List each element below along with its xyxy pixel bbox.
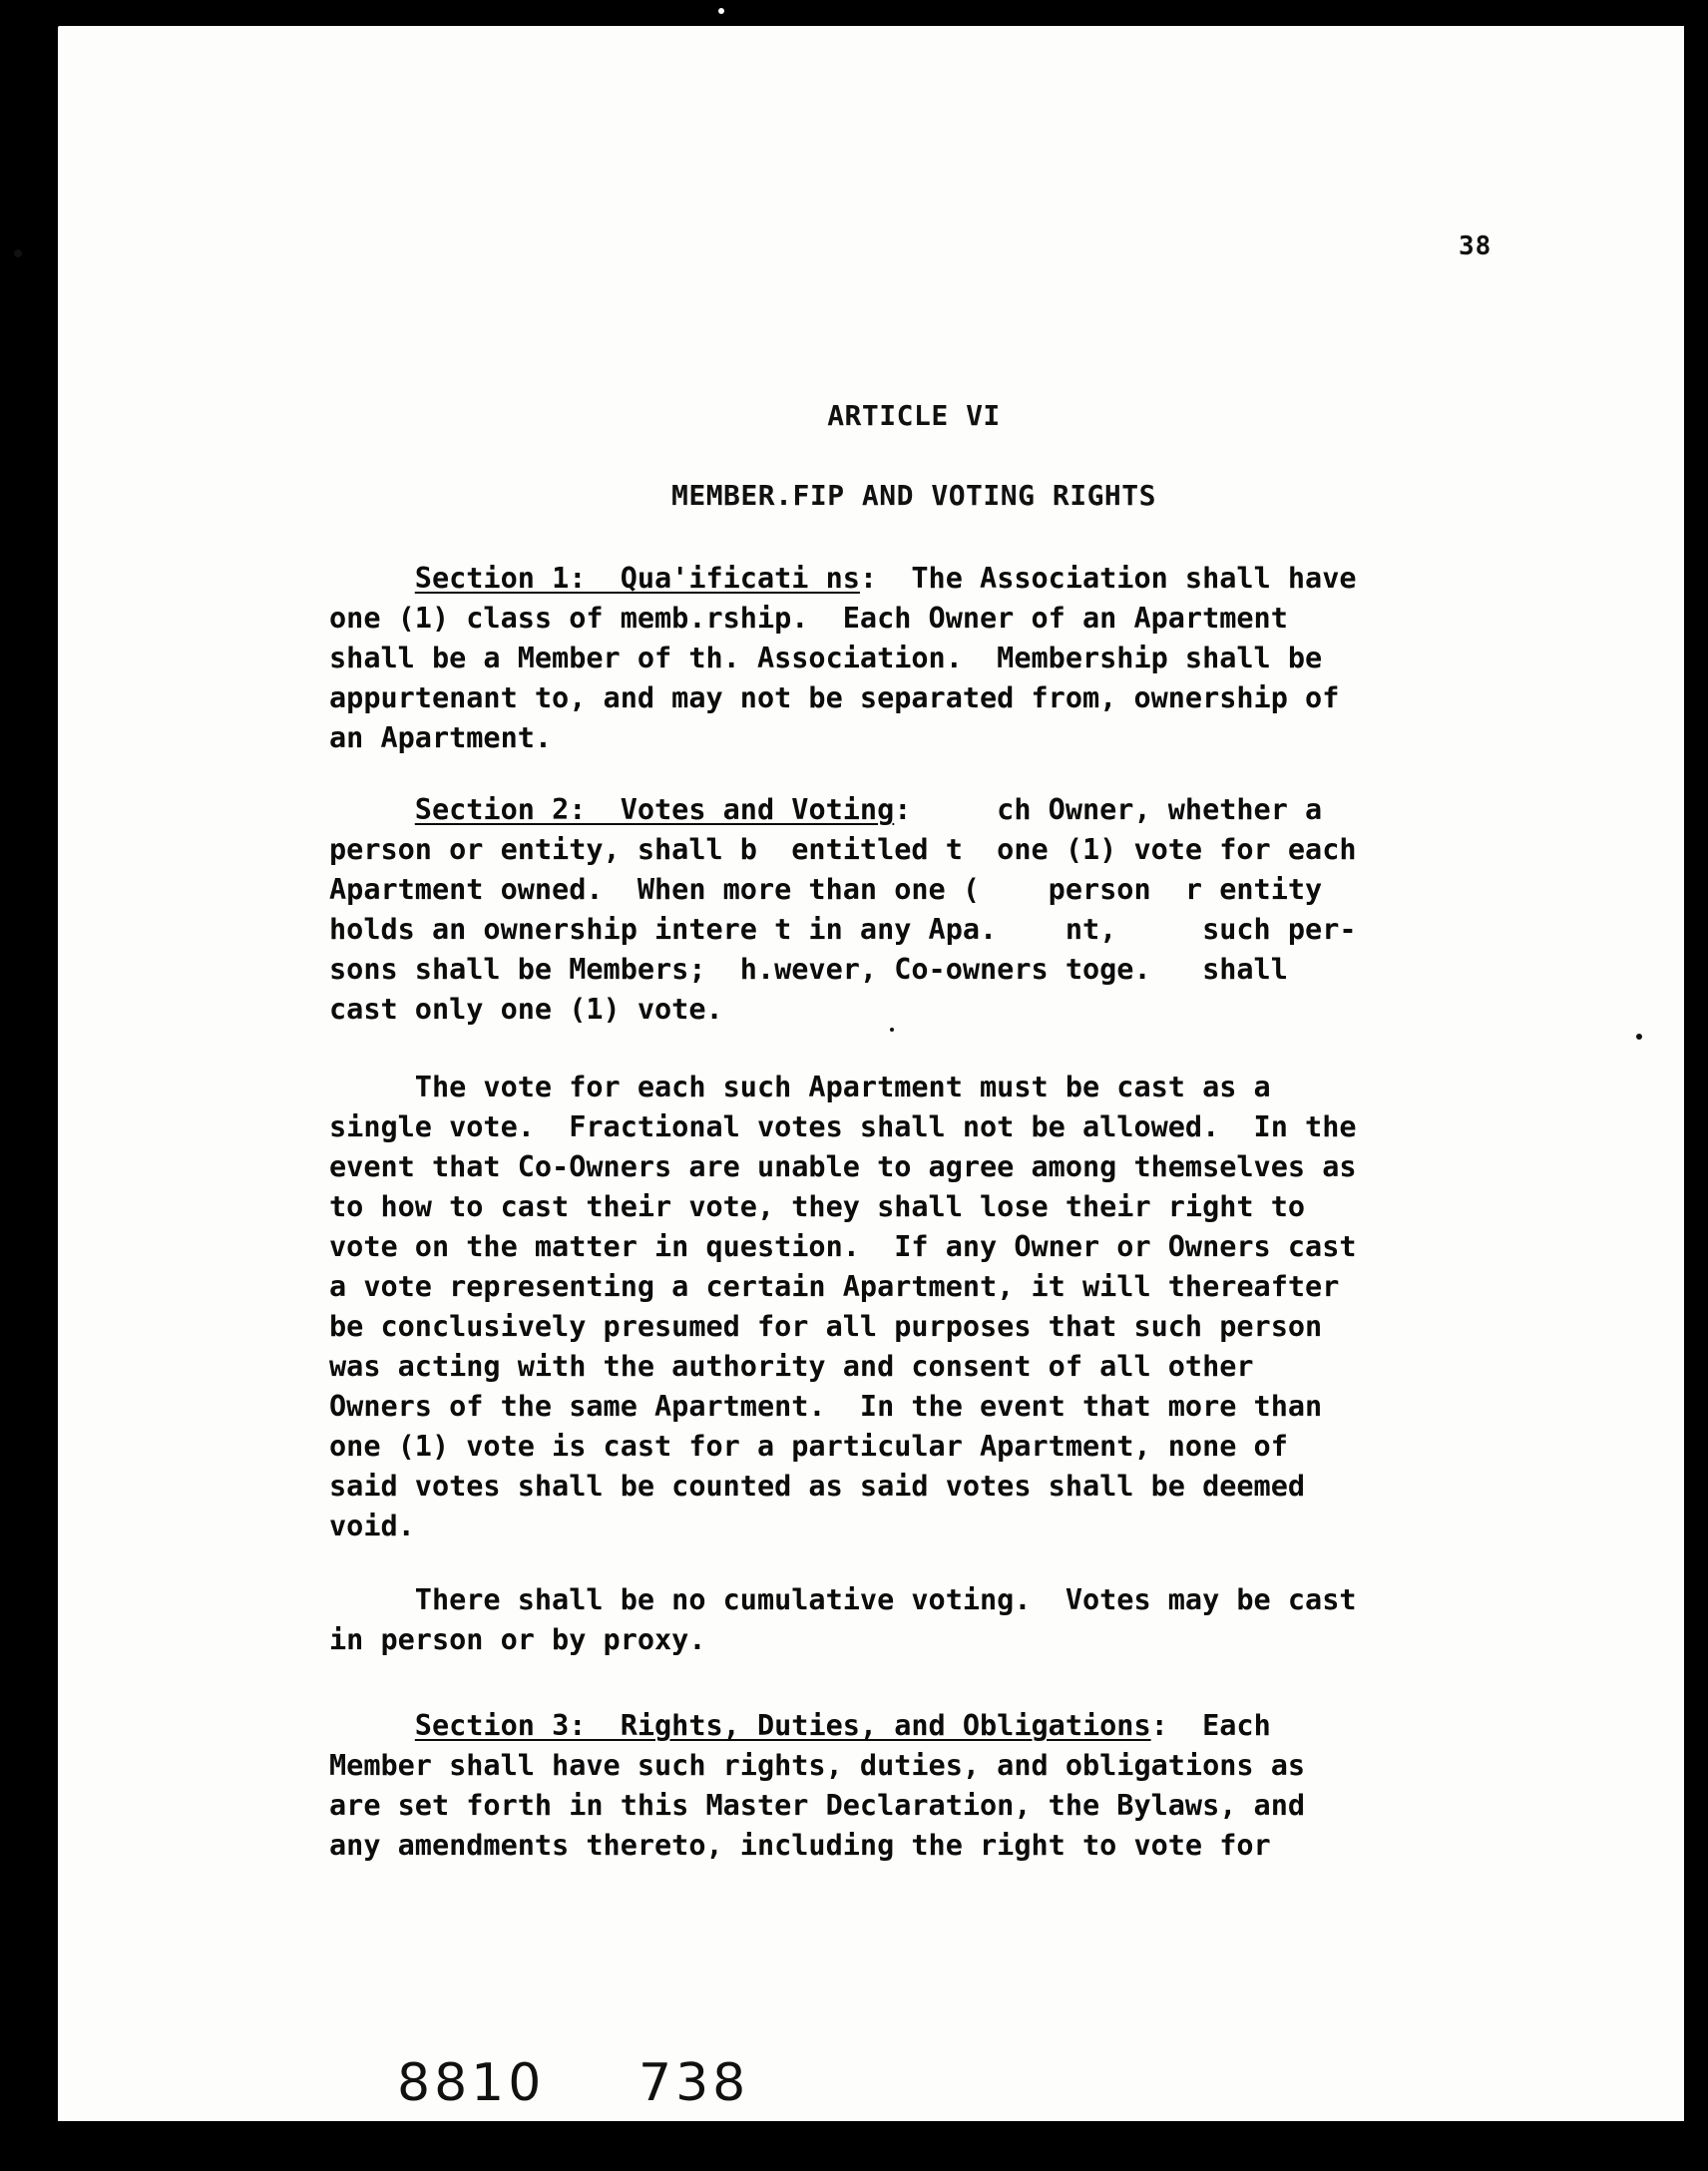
section-2-heading: Section 2: Votes and Voting — [414, 793, 895, 826]
scan-edge-right — [1684, 0, 1708, 2171]
section-3-line: Member shall have such rights, duties, and obligations as — [329, 1749, 1306, 1782]
paragraph-line: one (1) vote is cast for a particular Apartment, none of — [329, 1430, 1288, 1463]
paragraph-cumulative-voting — [329, 1580, 1496, 1660]
paragraph-line: single vote. Fractional votes shall not be allowed. In the — [329, 1110, 1357, 1143]
section-2-line: person or entity, shall b entitled t one (1) vote for each — [329, 833, 1357, 866]
section-2-line: : ch Owner, whether a — [894, 793, 1323, 826]
paragraph-line: was acting with the authority and consent of all other — [329, 1350, 1254, 1383]
scan-speck — [718, 8, 724, 14]
paragraph-line: a vote representing a certain Apartment, it will thereafter — [329, 1270, 1340, 1303]
article-title: ARTICLE VI — [827, 399, 1001, 432]
section-1-line: an Apartment. — [329, 721, 553, 754]
section-3-heading: Section 3: Rights, Duties, and Obligations — [414, 1709, 1151, 1742]
paragraph-co-owner-voting — [329, 1068, 1496, 1546]
section-3-line: are set forth in this Master Declaration, the Bylaws, and — [329, 1789, 1306, 1822]
document-stamp-left: 8810 — [397, 2053, 546, 2113]
paragraph-line: There shall be no cumulative voting. Votes may be cast — [329, 1583, 1357, 1616]
section-1-heading: Section 1: Qua'ificati ns — [414, 562, 860, 595]
scan-edge-bottom — [0, 2133, 1708, 2171]
paragraph-line: to how to cast their vote, they shall lose their right to — [329, 1190, 1306, 1223]
section-3-line: any amendments thereto, including the right to vote for — [329, 1829, 1271, 1862]
section-1 — [329, 559, 1496, 758]
section-2-line: holds an ownership intere t in any Apa. nt, such per- — [329, 913, 1357, 946]
paragraph-line: said votes shall be counted as said votes shall be deemed — [329, 1470, 1306, 1503]
section-1-line: one (1) class of memb.rship. Each Owner of an Apartment — [329, 602, 1288, 635]
page-number: 38 — [1459, 231, 1493, 261]
paragraph-line: void. — [329, 1510, 415, 1542]
document-stamp-right: 738 — [639, 2053, 750, 2113]
scan-speck — [14, 249, 22, 257]
section-2 — [329, 790, 1496, 1030]
scan-speck — [1636, 1034, 1642, 1040]
section-1-line: shall be a Member of th. Association. Membership shall be — [329, 642, 1323, 674]
section-2-line: Apartment owned. When more than one ( person r entity — [329, 873, 1323, 906]
paragraph-line: Owners of the same Apartment. In the event that more than — [329, 1390, 1323, 1423]
section-3 — [329, 1706, 1496, 1866]
paragraph-line: event that Co-Owners are unable to agree among themselves as — [329, 1150, 1357, 1183]
section-3-line: : Each — [1150, 1709, 1271, 1742]
paragraph-line: vote on the matter in question. If any Owner or Owners cast — [329, 1230, 1357, 1263]
paragraph-line: in person or by proxy. — [329, 1623, 706, 1656]
article-subtitle: MEMBER.FIP AND VOTING RIGHTS — [670, 479, 1156, 512]
section-1-line: : The Association shall have — [859, 562, 1357, 595]
paragraph-line: be conclusively presumed for all purposes that such person — [329, 1310, 1323, 1343]
section-2-line: cast only one (1) vote. — [329, 993, 723, 1026]
paragraph-line: The vote for each such Apartment must be cast as a — [329, 1071, 1271, 1103]
section-1-line: appurtenant to, and may not be separated from, ownership of — [329, 681, 1340, 714]
section-2-line: sons shall be Members; h.wever, Co-owners toge. shall — [329, 953, 1288, 986]
